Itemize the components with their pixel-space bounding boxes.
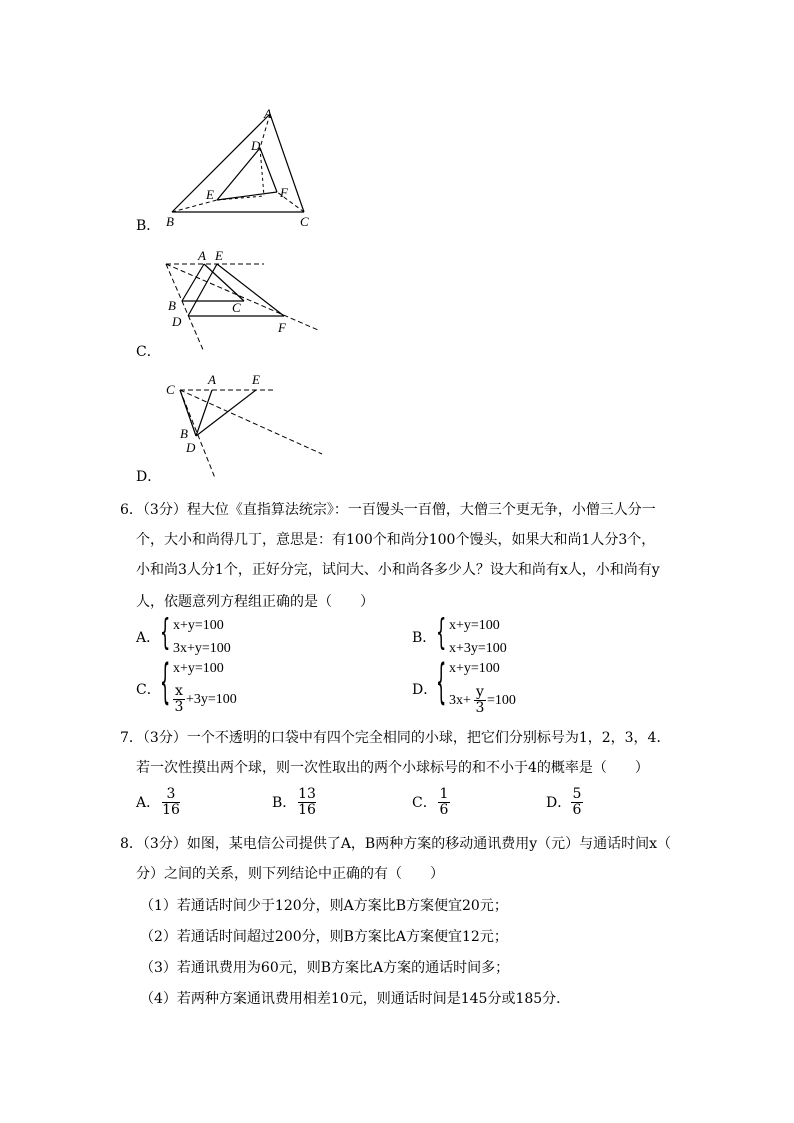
option-b-label: B． — [136, 218, 161, 234]
fraction-denominator: 3 — [174, 699, 184, 715]
q7-line-2: 若一次性摸出两个球，则一次性取出的两个小球标号的和不小于4的概率是（ ） — [136, 760, 649, 776]
q7-option-d-label[interactable]: D． — [546, 795, 572, 811]
point-label: E — [215, 248, 223, 263]
fraction-denominator: 16 — [162, 802, 180, 818]
fraction-numerator: 1 — [439, 786, 449, 802]
point-label: B — [168, 298, 176, 313]
q6-option-c-label[interactable]: C． — [136, 682, 161, 698]
q6-line-3: 小和尚3人分1个，正好分完，试问大、小和尚各多少人？设大和尚有x人，小和尚有y — [136, 562, 660, 578]
q8-statement-4: （4）若两种方案通讯费用相差10元，则通话时间是145分或185分． — [140, 991, 571, 1007]
q7-option-b-label[interactable]: B． — [272, 795, 297, 811]
fraction-numerator: 5 — [572, 786, 582, 802]
q8-statement-1: （1）若通话时间少于120分，则A方案比B方案便宜20元； — [140, 898, 508, 914]
point-label: D — [186, 440, 196, 455]
q7-line-1: 7．（3分）一个不透明的口袋中有四个完全相同的小球，把它们分别标号为1，2，3，4． — [120, 730, 671, 746]
q7-c-fraction — [438, 787, 450, 818]
q6-b-eq1: x+y=100 — [449, 618, 500, 633]
point-label: A — [208, 372, 216, 387]
q6-line-4: 人，依题意列方程组正确的是（ ） — [136, 594, 374, 610]
fraction-numerator: y — [476, 684, 484, 700]
figure-option-b — [160, 104, 320, 230]
q7-option-c-label[interactable]: C． — [412, 795, 437, 811]
figure-option-d — [160, 370, 330, 484]
option-c-label: C． — [136, 344, 161, 360]
q8-statement-2: （2）若通话时间超过200分，则B方案比A方案便宜12元； — [140, 929, 508, 945]
brace-icon: { — [160, 656, 171, 710]
q6-a-eq1: x+y=100 — [173, 618, 224, 633]
brace-icon: { — [160, 612, 171, 653]
q6-a-eq2: 3x+y=100 — [173, 641, 231, 656]
point-label: B — [180, 426, 188, 441]
fraction-numerator: 13 — [298, 786, 316, 802]
brace-icon: { — [436, 656, 447, 710]
q6-line-1: 6．（3分）程大位《直指算法统宗》：一百馒头一百僧，大僧三个更无争，小僧三人分一 — [120, 502, 656, 518]
point-label: A — [264, 106, 272, 121]
q6-line-2: 个，大小和尚得几丁，意思是：有100个和尚分100个馒头，如果大和尚1人分3个， — [136, 532, 656, 548]
q6-option-d-label[interactable]: D． — [412, 682, 438, 698]
q6-d-eq1: x+y=100 — [449, 661, 500, 676]
point-label: B — [166, 214, 174, 229]
point-label: D — [172, 314, 182, 329]
q6-option-b-label[interactable]: B． — [412, 630, 437, 646]
point-label: A — [198, 248, 206, 263]
q6-option-a-label[interactable]: A． — [136, 630, 161, 646]
point-label: C — [232, 300, 241, 315]
fraction-denominator: 16 — [298, 802, 316, 818]
fraction-denominator: 6 — [572, 802, 582, 818]
q6-b-eq2: x+3y=100 — [449, 641, 507, 656]
point-label: F — [278, 320, 286, 335]
brace-icon: { — [436, 612, 447, 653]
fraction-denominator: 3 — [475, 700, 485, 716]
point-label: E — [206, 187, 214, 202]
q8-line-1: 8．（3分）如图，某电信公司提供了A，B两种方案的移动通讯费用y（元）与通话时间x（ — [120, 836, 672, 852]
q6-c-eq2: +3y=100 — [186, 692, 237, 707]
q7-d-fraction — [571, 787, 583, 818]
q8-statement-3: （3）若通讯费用为60元，则B方案比A方案的通话时间多； — [140, 960, 510, 976]
point-label: E — [252, 372, 260, 387]
q6-c-fraction — [173, 684, 185, 715]
point-label: C — [300, 214, 309, 229]
fraction-denominator: 6 — [439, 802, 449, 818]
fraction-numerator: 3 — [166, 786, 176, 802]
fraction-numerator: x — [175, 683, 183, 699]
figure-option-c — [160, 244, 325, 358]
q8-line-2: 分）之间的关系，则下列结论中正确的有（ ） — [136, 866, 444, 882]
q6-d-eq2: =100 — [487, 693, 516, 708]
q7-option-a-label[interactable]: A． — [136, 795, 161, 811]
option-d-label: D． — [136, 469, 162, 485]
q6-c-eq1: x+y=100 — [173, 661, 224, 676]
q6-d-eq2-pre: 3x+ — [449, 693, 471, 708]
q7-b-fraction — [298, 787, 316, 818]
q7-a-fraction — [162, 787, 180, 818]
point-label: F — [280, 185, 288, 200]
point-label: D — [251, 138, 261, 153]
q6-d-fraction — [474, 685, 486, 716]
point-label: C — [166, 382, 175, 397]
